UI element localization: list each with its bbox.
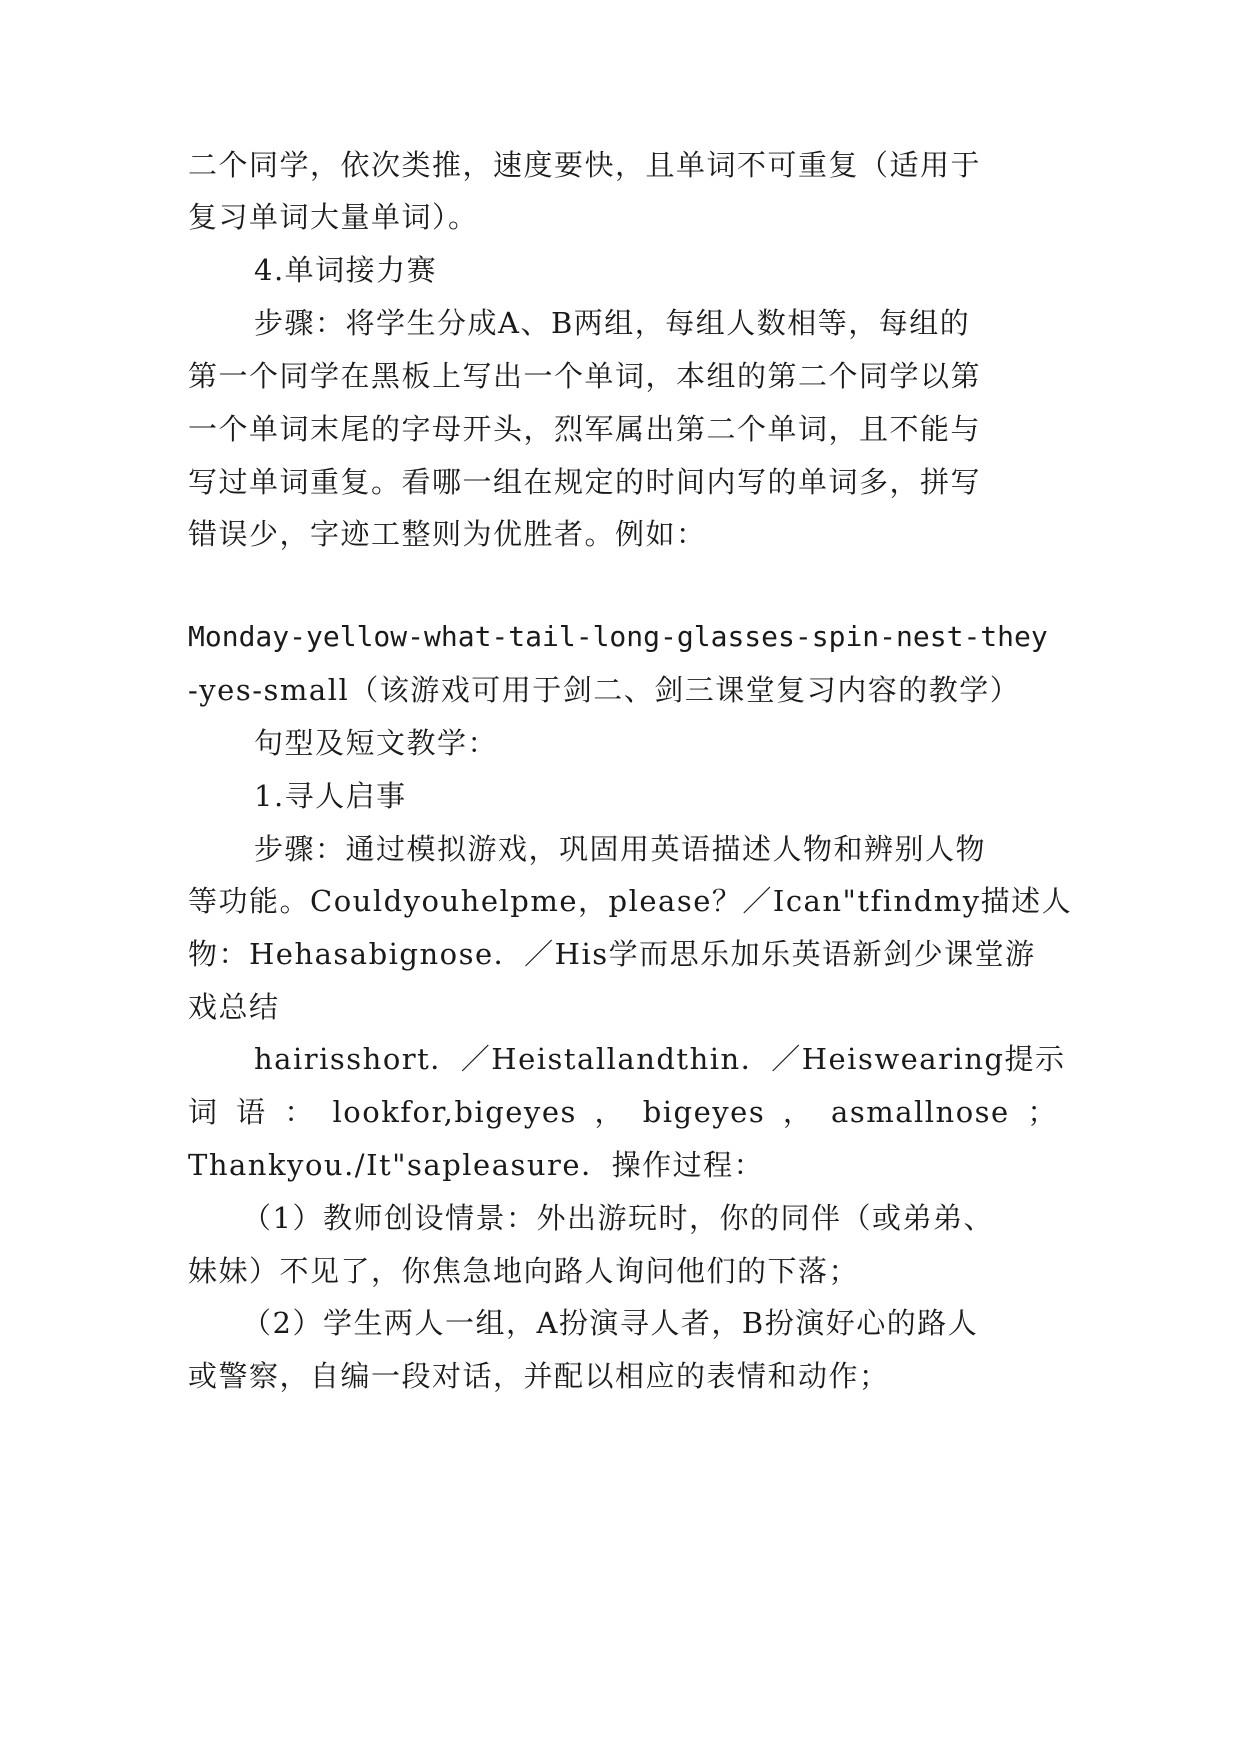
line-token: 语 [236,1095,267,1129]
paragraph-line: 物：Hehasabignose．／His学而思乐加乐英语新剑少课堂游 [188,937,1036,971]
line-token: ： [284,1095,315,1129]
line-token: lookfor,bigeyes [332,1095,577,1129]
paragraph-line: 妹妹）不见了，你焦急地向路人询问他们的下落； [188,1254,860,1288]
line-token: ； [1027,1095,1058,1129]
paragraph-line: 二个同学，依次类推，速度要快，且单词不可重复（适用于 [188,148,982,182]
paragraph-line: 等功能。Couldyouhelpme，please？／Ican"tfindmy描述人 [188,884,1073,918]
paragraph-line: 戏总结 [188,990,280,1024]
paragraph-line: 第一个同学在黑板上写出一个单词，本组的第二个同学以第 [188,359,982,393]
paragraph-line: 错误少，字迹工整则为优胜者。例如： [188,517,707,551]
section-heading: 句型及短文教学： [254,726,499,760]
paragraph-line: -yes-small（该游戏可用于剑二、剑三课堂复习内容的教学） [188,673,1021,707]
paragraph-line: 或警察，自编一段对话，并配以相应的表情和动作； [188,1359,890,1393]
paragraph-line: 复习单词大量单词）。 [188,200,479,234]
line-token: ， [594,1095,626,1129]
paragraph-line: （2）学生两人一组，A扮演寻人者，B扮演好心的路人 [242,1306,979,1340]
paragraph-line: hairisshort．／Heistallandthin．／Heiswearing提示 [254,1042,1066,1076]
line-token: ， [782,1095,814,1129]
paragraph-line: 一个单词末尾的字母开头，烈军属出第二个单词，且不能与 [188,412,982,446]
section-heading: 4.单词接力赛 [254,253,438,287]
example-word-chain: Monday-yellow-what-tail-long-glasses-spin-nest-they [188,620,1048,653]
section-heading: 1.寻人启事 [254,779,407,813]
line-token: 词 [188,1095,219,1129]
paragraph-line: 步骤：将学生分成A、B两组，每组人数相等，每组的 [254,306,971,340]
paragraph-line: 步骤：通过模拟游戏，巩固用英语描述人物和辨别人物 [254,832,987,866]
paragraph-line: 写过单词重复。看哪一组在规定的时间内写的单词多，拼写 [188,465,982,499]
line-token: bigeyes [642,1095,766,1129]
line-token: asmallnose [831,1095,1010,1129]
prompt-words-line [188,1092,1058,1132]
paragraph-line: （1）教师创设情景：外出游玩时，你的同伴（或弟弟、 [242,1201,994,1235]
paragraph-line: Thankyou./It"sapleasure．操作过程： [188,1148,765,1182]
